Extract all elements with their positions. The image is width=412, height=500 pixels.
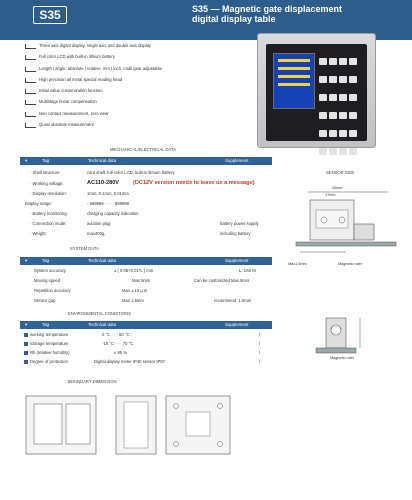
table-row: · Connection mode: aviation plug battery power supply bbox=[30, 221, 259, 226]
section-heading-system: SYSTEM DATA bbox=[70, 246, 99, 251]
table-row: Moving speed Max 5m/s Can be customized Max.5m/s bbox=[34, 278, 250, 283]
magnetic-ruler-label-2: Magnetic ruler bbox=[330, 356, 355, 360]
table-row: Storage temperature -10 °C · · · 70 °C / bbox=[24, 341, 274, 350]
table-row: Display range: - 999999 · · · · 999999 bbox=[25, 201, 129, 206]
device-bezel bbox=[266, 44, 367, 141]
device-lcd bbox=[273, 53, 315, 109]
table-row: Sensor gap Max 1.5mm recommend: 1.0mm bbox=[34, 298, 252, 303]
sensor-dim-17: 17mm bbox=[325, 193, 336, 197]
env-col-tag: Tag bbox=[42, 322, 50, 327]
feature-item: Non contact measurement, zero wear bbox=[25, 111, 225, 122]
sensor-cable-block bbox=[354, 224, 374, 240]
title-line-1: S35 — Magnetic gate displacement bbox=[192, 4, 343, 14]
feature-item: Multistage linear compensation bbox=[25, 99, 225, 110]
section-heading-boundary: BOUNDARY DIMENSION bbox=[68, 379, 117, 384]
system-table bbox=[34, 268, 274, 308]
env-table-header bbox=[20, 321, 272, 329]
env-table bbox=[24, 332, 274, 368]
feature-item: Length | angle, absolute | relative, mm | inch, multi gear adjustable bbox=[25, 66, 225, 77]
product-title bbox=[192, 4, 342, 24]
table-row: · Battery monitoring: charging capacity indication bbox=[30, 211, 139, 216]
feature-item: High precision all metal special reading head bbox=[25, 77, 225, 88]
section-heading-sensor: SENSOR SIZE bbox=[326, 170, 355, 175]
mech-col-supp: Supplement bbox=[225, 158, 249, 163]
table-row: · Working voltage: AC110-280V (DC12V version needs to leave us a message) bbox=[30, 180, 255, 186]
system-col-tag-icon: ▾ bbox=[25, 258, 28, 263]
mech-col-tech: Technical data bbox=[88, 158, 117, 163]
env-col-tech: Technical data bbox=[88, 322, 117, 327]
system-table-header bbox=[20, 257, 272, 265]
magnetic-ruler-label: Magnetic ruler bbox=[338, 262, 363, 266]
feature-item: Three axis digital display, single axis and double axis display bbox=[25, 43, 225, 54]
feature-item: Quasi absolute measurement bbox=[25, 122, 225, 133]
section-heading-mech: MECHANICAL/ELECTRICAL DATA bbox=[110, 147, 177, 152]
table-row: · Display resolution: 1mm, 0.1mm, 0.01mm bbox=[30, 191, 129, 196]
system-col-supp: Supplement bbox=[225, 258, 249, 263]
sensor-dim-30: 30mm bbox=[332, 186, 343, 190]
env-col-supp: Supplement bbox=[225, 322, 249, 327]
table-row: Repetition accuracy Max ± 10 μ m bbox=[34, 288, 148, 293]
feature-item: Full color LCD with built-in lithium battery bbox=[25, 54, 225, 65]
sensor-max-gap: Max1.5mm bbox=[288, 262, 307, 266]
system-col-tech: Technical data bbox=[88, 258, 117, 263]
table-row: Rh (relative humidity) ≤ 95 % / bbox=[24, 350, 274, 359]
mech-table-header bbox=[20, 157, 272, 165]
feature-item: Initial value customization function bbox=[25, 88, 225, 99]
device-image bbox=[257, 33, 376, 148]
section-heading-env: ENVIRONMENTAL CONDITIONS bbox=[68, 311, 132, 316]
mech-col-tag: Tag bbox=[42, 158, 50, 163]
env-col-tag-icon: ▾ bbox=[25, 322, 28, 327]
magnetic-ruler-side bbox=[316, 348, 356, 353]
system-col-tag: Tag bbox=[42, 258, 50, 263]
mech-table bbox=[25, 170, 275, 241]
device-keypad bbox=[318, 53, 362, 161]
feature-list bbox=[25, 43, 225, 133]
boundary-drawing bbox=[24, 390, 254, 460]
magnetic-ruler-strip bbox=[296, 242, 396, 246]
table-row: · Shell structure: card shell, full-color LCD, built-in lithium battery bbox=[30, 170, 175, 175]
table-row: · Weight: max400g, including battery bbox=[30, 231, 251, 236]
sensor-drawing bbox=[286, 180, 406, 380]
model-badge: S35 bbox=[33, 6, 67, 24]
title-line-2: digital display table bbox=[192, 14, 276, 24]
table-row: System accuracy ± ( 0.05+0.01*L ) mm L: Unit M bbox=[34, 268, 256, 273]
table-row: working temperature 0 °C · · · 60 °C / bbox=[24, 332, 274, 341]
mech-col-tag-icon: ▾ bbox=[25, 158, 28, 163]
table-row: Degree of protection Digital display meter IP40 sensor IP67 / bbox=[24, 359, 274, 368]
